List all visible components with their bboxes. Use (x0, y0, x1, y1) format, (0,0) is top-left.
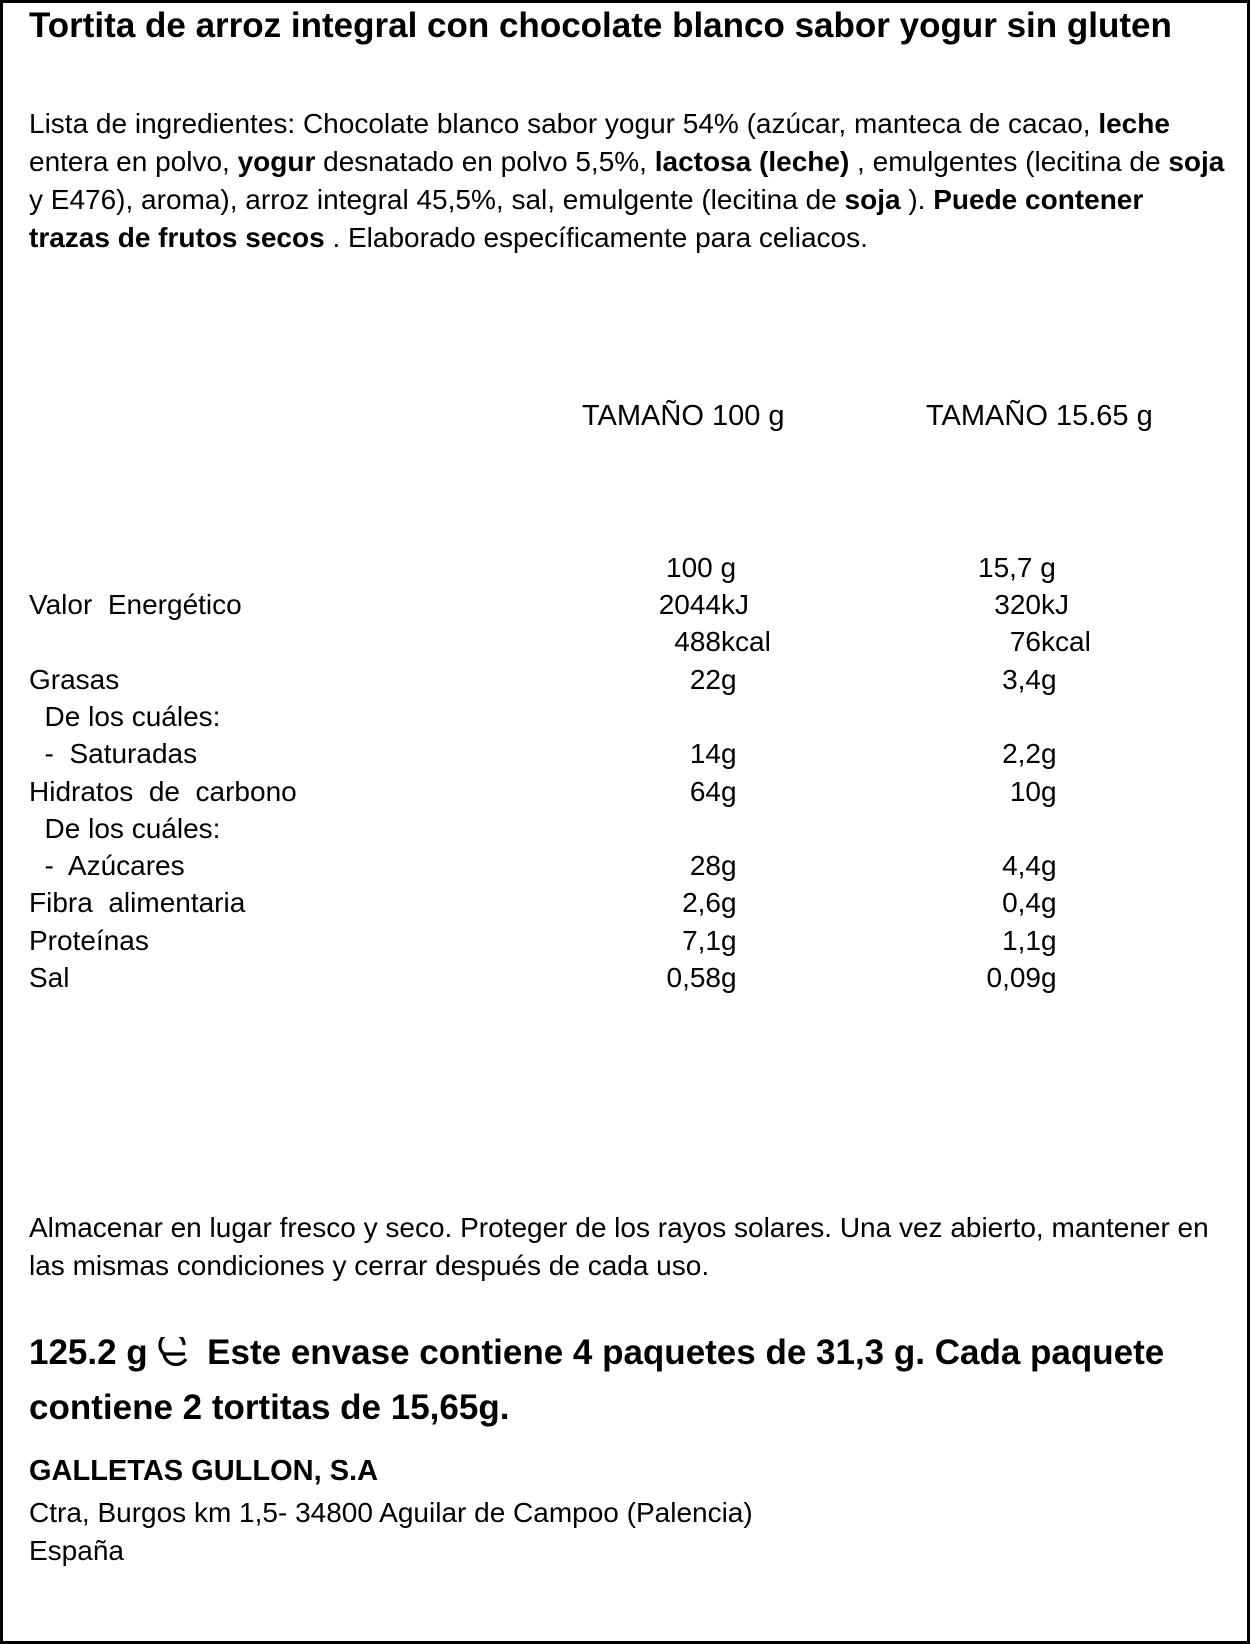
value-100g: 2044 (658, 589, 721, 620)
unit-portion: g (1041, 962, 1057, 993)
portion-size-100g: 100 g (666, 552, 737, 583)
unit-100g: g (721, 850, 737, 881)
value-portion: 76 (1009, 626, 1041, 657)
unit-100g: kJ (721, 589, 749, 620)
storage-instructions: Almacenar en lugar fresco y seco. Proteger de los rayos solares. Una vez abierto, mantener en las mismas condiciones y cerrar después de cada uso. (29, 1212, 1209, 1281)
value-portion: 0,09 (986, 962, 1041, 993)
company-country: España (29, 1535, 124, 1566)
allergen-soy: soja (1168, 146, 1225, 177)
value-100g: 28 (689, 850, 721, 881)
net-weight: 125.2 g (29, 1333, 148, 1372)
unit-portion: g (1041, 738, 1057, 769)
allergen-lactose: lactosa (leche) (654, 146, 850, 177)
ingredients-text: . Elaborado específicamente para celiacos. (324, 222, 868, 253)
package-info (29, 1325, 1229, 1435)
nutrient-label: - Saturadas (29, 738, 198, 769)
nutrient-label: Grasas (29, 664, 120, 695)
unit-portion: kcal (1041, 626, 1091, 657)
unit-portion: g (1041, 776, 1057, 807)
value-portion: 320 (994, 589, 1041, 620)
nutrient-label: De los cuáles: (29, 813, 221, 844)
unit-100g: g (721, 664, 737, 695)
nutrient-label: Hidratos de carbono (29, 776, 297, 807)
package-contents: Este envase contiene 4 paquetes de 31,3 g. Cada paquete contiene 2 tortitas de 15,65g. (29, 1333, 1165, 1427)
unit-portion: kJ (1041, 589, 1069, 620)
ingredients-text: desnatado en polvo 5,5%, (315, 146, 655, 177)
allergen-yogurt: yogur (237, 146, 316, 177)
unit-100g: kcal (721, 626, 771, 657)
value-100g: 488 (674, 626, 721, 657)
value-100g: 14 (689, 738, 721, 769)
value-portion: 4,4 (1002, 850, 1041, 881)
unit-portion: g (1041, 887, 1057, 918)
unit-100g: g (721, 925, 737, 956)
nutrient-label: - Azúcares (29, 850, 185, 881)
column-header-100g: TAMAÑO 100 g (582, 400, 785, 432)
company-name: GALLETAS GULLON, S.A (29, 1455, 379, 1487)
unit-100g: g (721, 962, 737, 993)
nutrient-label: Valor Energético (29, 589, 242, 620)
value-100g: 22 (689, 664, 721, 695)
value-100g: 64 (689, 776, 721, 807)
value-portion: 2,2 (1002, 738, 1041, 769)
nutrient-label: Proteínas (29, 925, 149, 956)
unit-portion: g (1041, 664, 1057, 695)
nutrient-label: De los cuáles: (29, 701, 221, 732)
allergen-milk: leche (1098, 108, 1170, 139)
portion-size-serving: 15,7 g (978, 552, 1056, 583)
estimated-sign-icon (157, 1337, 191, 1367)
ingredients-list (29, 105, 1229, 257)
value-100g: 7,1 (682, 925, 721, 956)
allergen-soy: soja (844, 184, 901, 215)
unit-portion: g (1041, 850, 1057, 881)
nutrient-label: Fibra alimentaria (29, 887, 246, 918)
ingredients-text: entera en polvo, (29, 146, 238, 177)
company-address: Ctra, Burgos km 1,5- 34800 Aguilar de Campoo (Palencia) (29, 1497, 753, 1528)
unit-100g: g (721, 776, 737, 807)
ingredients-text: y E476), aroma), arroz integral 45,5%, sal, emulgente (lecitina de (29, 184, 845, 215)
nutrient-label: Sal (29, 962, 70, 993)
allergen-traces-warning: Puede contener trazas de frutos secos (29, 184, 1144, 253)
unit-portion: g (1041, 925, 1057, 956)
ingredients-text: Lista de ingredientes: Chocolate blanco sabor yogur 54% (azúcar, manteca de cacao, (29, 108, 1099, 139)
value-100g: 2,6 (682, 887, 721, 918)
column-header-portion: TAMAÑO 15.65 g (926, 400, 1153, 432)
value-portion: 3,4 (1002, 664, 1041, 695)
value-portion: 0,4 (1002, 887, 1041, 918)
value-portion: 1,1 (1002, 925, 1041, 956)
value-100g: 0,58 (666, 962, 721, 993)
unit-100g: g (721, 738, 737, 769)
product-title: Tortita de arroz integral con chocolate blanco sabor yogur sin gluten (29, 6, 1172, 45)
value-portion: 10 (1009, 776, 1041, 807)
unit-100g: g (721, 887, 737, 918)
ingredients-text: , emulgentes (lecitina de (849, 146, 1169, 177)
ingredients-text: ). (900, 184, 934, 215)
